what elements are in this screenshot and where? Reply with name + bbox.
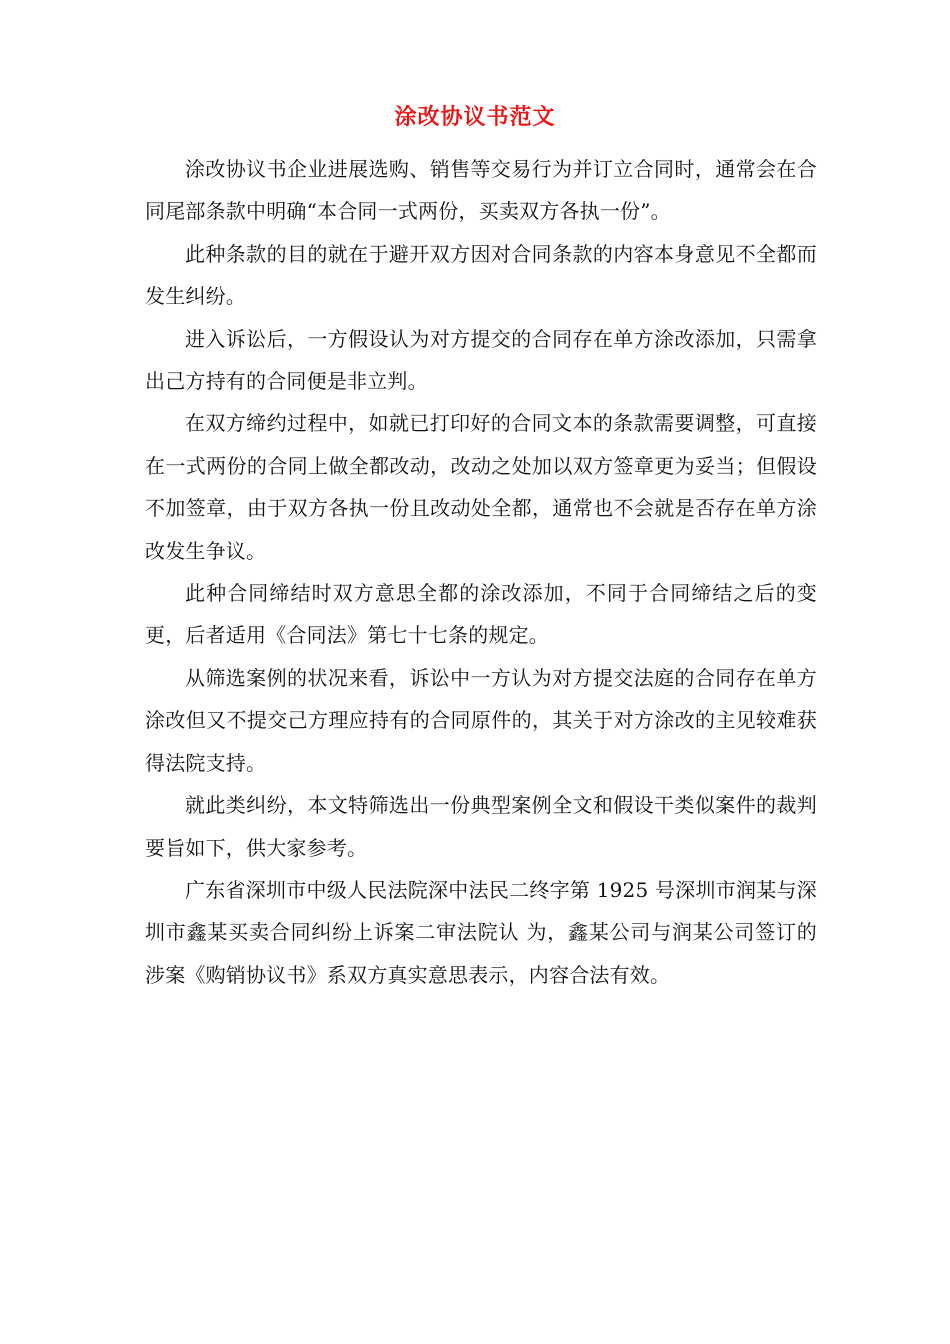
paragraph: 涂改协议书企业进展选购、销售等交易行为并订立合同时，通常会在合同尾部条款中明确“本合同一式两份，买卖双方各执一份”。: [145, 157, 817, 224]
paragraph: 从筛选案例的状况来看，诉讼中一方认为对方提交法庭的合同存在单方涂改但又不提交己方理应持有的合同原件的，其关于对方涂改的主见较难获得法院支持。: [145, 665, 817, 775]
paragraph: 广东省深圳市中级人民法院深中法民二终字第 1925 号深圳市润某与深圳市鑫某买卖合同纠纷上诉案二审法院认 为，鑫某公司与润某公司签订的涉案《购销协议书》系双方真实意思表示，内容合法有效。: [145, 877, 817, 987]
paragraph: 此种条款的目的就在于避开双方因对合同条款的内容本身意见不全都而发生纠纷。: [145, 241, 817, 309]
paragraph: 在双方缔约过程中，如就已打印好的合同文本的条款需要调整，可直接在一式两份的合同上做全都改动，改动之处加以双方签章更为妥当；但假设不加签章，由于双方各执一份且改动处全都，通常也不会就是否存在单方涂改发生争议。: [145, 411, 817, 563]
document-body: [145, 148, 817, 996]
paragraph: 进入诉讼后，一方假设认为对方提交的合同存在单方涂改添加，只需拿出己方持有的合同便是非立判。: [145, 326, 817, 394]
paragraph: 此种合同缔结时双方意思全都的涂改添加，不同于合同缔结之后的变更，后者适用《合同法》第七十七条的规定。: [145, 581, 817, 648]
document-title: 涂改协议书范文: [394, 104, 556, 130]
paragraph: 就此类纠纷，本文特筛选出一份典型案例全文和假设干类似案件的裁判要旨如下，供大家参考。: [145, 793, 817, 860]
